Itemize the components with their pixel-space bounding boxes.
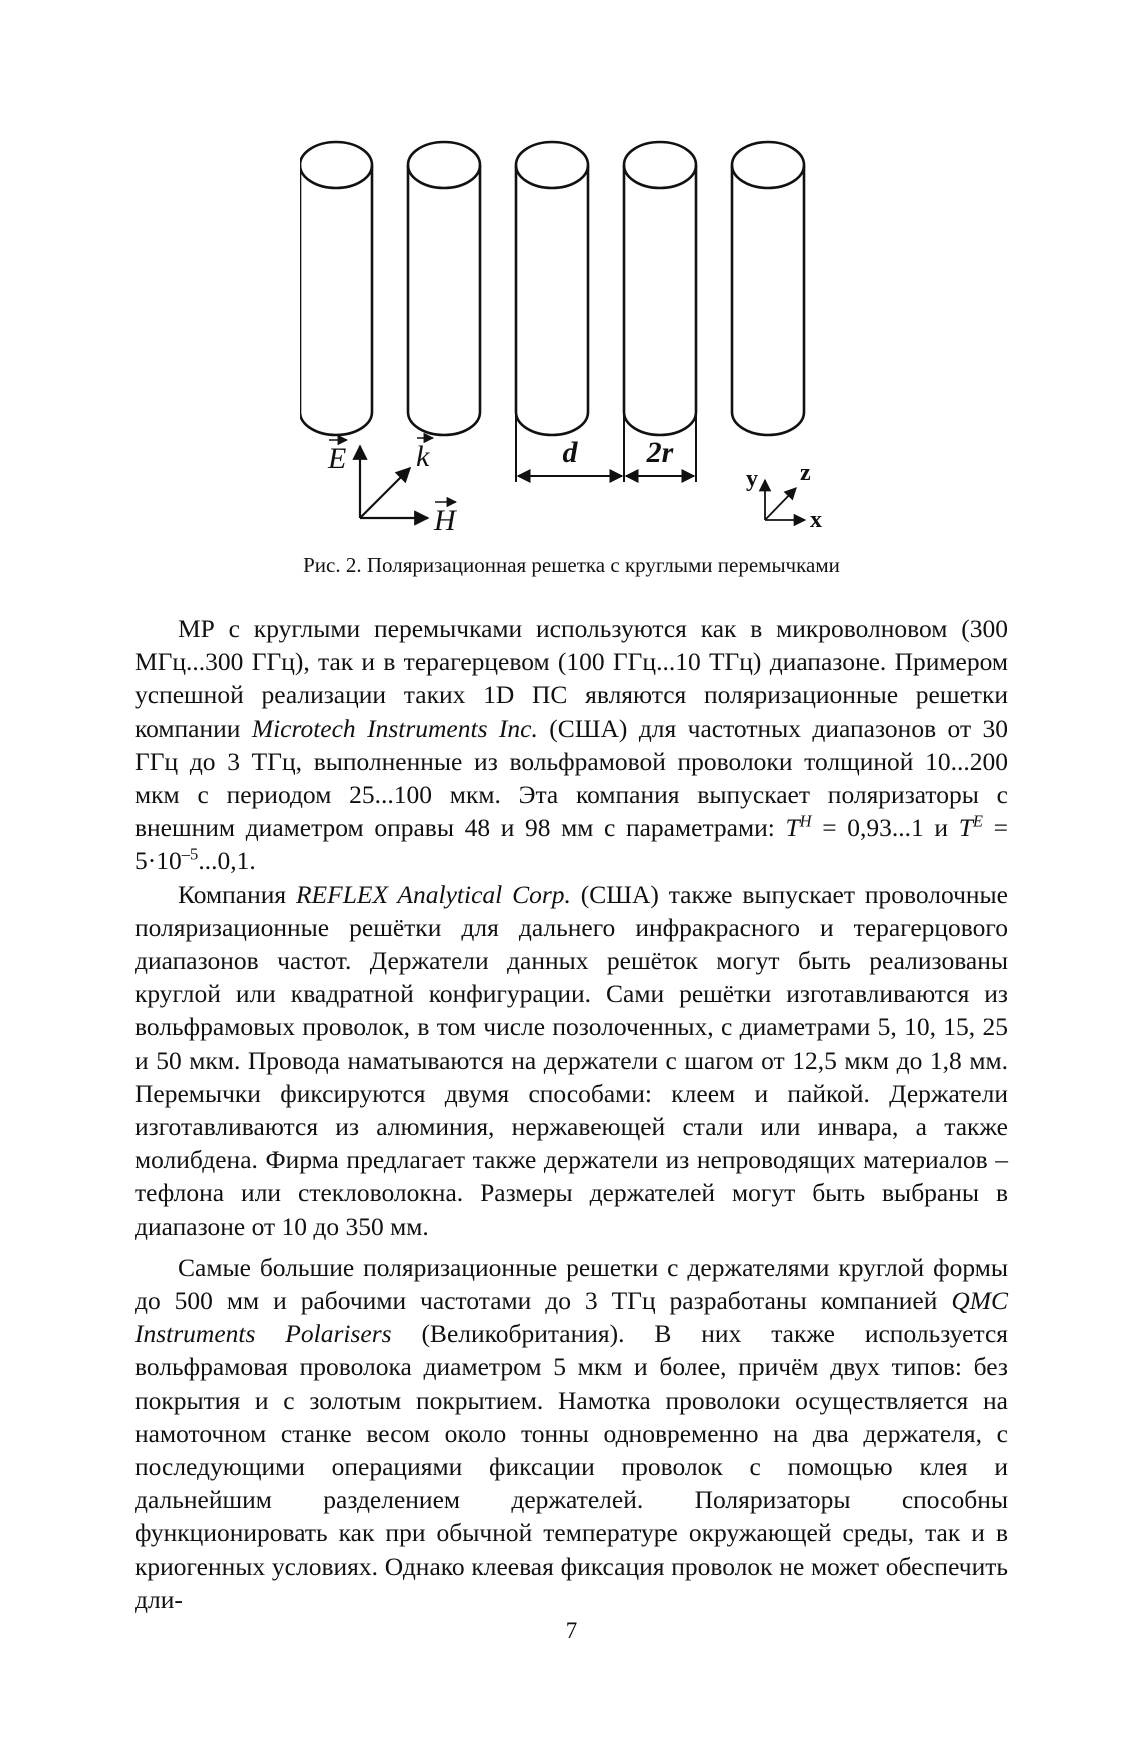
- text-run: –5: [181, 844, 199, 864]
- wire-grid-diagram: [300, 140, 860, 540]
- text-run: (Великобритания). В них также используется вольфрамовая проволока диаметром 5 мкм и более, причём двух типов: без покрытия и с золотым покрытием. Намотка проволоки осуществляется на намоточном станке весом около тонны одновременно на два держателя, с последующими операциями фиксации проволок с помощью клея и дальнейшим разделением держателей. Поляризаторы способны функционировать как при обычной температуре окружающей среды, так и в криогенных условиях. Однако клеевая фиксация проволок не может обеспечить дли-: [135, 1319, 1008, 1614]
- page-number: 7: [565, 1618, 578, 1643]
- paragraph-1: [135, 612, 1008, 878]
- cylinder-4: [624, 142, 696, 435]
- h-vector-label: H: [434, 504, 456, 537]
- e-vector-label: E: [328, 442, 347, 475]
- k-vector-label: k: [416, 440, 430, 473]
- cylinder-1: [300, 142, 372, 435]
- cylinder-5: [732, 142, 804, 435]
- company-name: Microtech Instruments Inc.: [251, 713, 538, 743]
- cylinder-2: [408, 142, 480, 435]
- axis-x-label: x: [810, 507, 822, 533]
- vector-overbars: [329, 438, 456, 502]
- text-run: ...0,1.: [198, 846, 256, 876]
- cylinder-3: [516, 142, 588, 435]
- text-run: = 5·10: [135, 813, 1009, 876]
- text-run: T: [785, 813, 800, 843]
- cylinders: [300, 142, 804, 435]
- text-run: МР с круглыми перемычками используются как в микроволновом (300 МГц...300 ГГц), так и в терагерцевом (100 ГГц...10 ТГц) диапазоне. Примером успешной реализации таких 1D ПС являются поляризационные решетки компании: [135, 614, 1008, 743]
- text-run: Компания: [178, 879, 296, 909]
- wire-grid-figure: [300, 140, 860, 540]
- figure-caption: Рис. 2. Поляризационная решетка с круглыми перемычками: [303, 553, 840, 577]
- text-run: T: [958, 813, 973, 843]
- axis-z-label: z: [800, 460, 811, 486]
- text-run: = 0,93...1 и: [811, 813, 959, 843]
- xyz-axes: [765, 480, 805, 520]
- diameter-label: 2r: [646, 436, 674, 469]
- paragraph-2: [135, 878, 1008, 1243]
- z-axis-arrow: [765, 488, 796, 520]
- text-run: E: [972, 811, 983, 831]
- text-run: H: [799, 811, 812, 831]
- company-name: QMC Instruments Polarisers: [135, 1286, 1008, 1349]
- company-name: REFLEX Analytical Corp.: [295, 879, 571, 909]
- k-vector-arrow: [360, 468, 410, 518]
- text-run: (США) также выпускает проволочные поляризационные решётки для дальнего инфракрасного и терагерцового диапазонов частот. Держатели данных решёток могут быть реализованы круглой или квадратной конфигурации. Сами решётки изготавливаются из вольфрамовых проволок, в том числе позолоченных, с диаметрами 5, 10, 15, 25 и 50 мкм. Провода наматываются на держатели с шагом от 12,5 мкм до 1,8 мм. Перемычки фиксируются двумя способами: клеем и пайкой. Держатели изготавливаются из алюминия, нержавеющей стали или инвара, а также молибдена. Фирма предлагает также держатели из непроводящих материалов – тефлона или стекловолокна. Размеры держателей могут быть выбраны в диапазоне от 10 до 350 мм.: [135, 879, 1008, 1241]
- body-text: [135, 612, 1008, 1616]
- paragraph-3: [135, 1251, 1008, 1616]
- axis-y-label: y: [746, 466, 758, 492]
- text-run: Самые большие поляризационные решетки с держателями круглой формы до 500 мм и рабочими частотами до 3 ТГц разработаны компанией: [135, 1252, 1008, 1316]
- period-label: d: [562, 436, 578, 469]
- text-run: (США) для частотных диапазонов от 30 ГГц до 3 ТГц, выполненные из вольфрамовой проволоки толщиной 10...200 мкм с периодом 25...100 мкм. Эта компания выпускает поляризаторы с внешним диаметром оправы 48 и 98 мм с параметрами:: [135, 713, 1008, 843]
